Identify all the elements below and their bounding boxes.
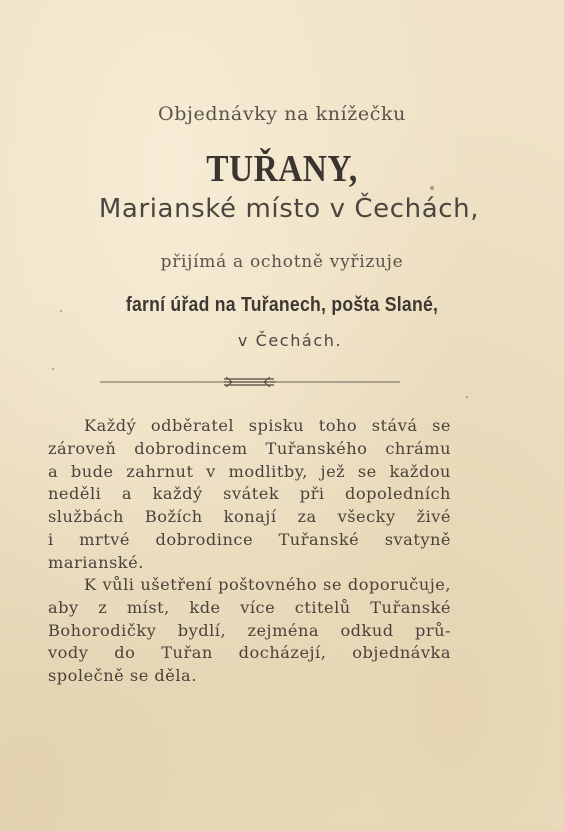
place-title: TUŘANY, (206, 148, 358, 190)
paper-speck (52, 368, 54, 370)
ornamental-divider (100, 372, 400, 392)
paragraph-line: vody do Tuřan docházejí, objednávka (48, 643, 451, 663)
paragraph-line: společně se děla. (48, 666, 197, 686)
paper-speck (60, 310, 62, 312)
paragraph-line: neděli a každý svátek při dopoledních (48, 484, 451, 504)
paragraph-line: službách Božích konají za všecky živé (48, 507, 451, 527)
paragraph-line: marianské. (48, 552, 144, 572)
paragraph-line: aby z míst, kde více ctitelů Tuřanské (48, 597, 451, 617)
paragraph-line: i mrtvé dobrodince Tuřanské svatyně (48, 529, 451, 549)
paragraph-line: zároveň dobrodincem Tuřanského chrámu (48, 438, 451, 458)
paragraph-line: K vůli ušetření poštovného se doporučuje, (84, 575, 451, 594)
donor-paragraph (48, 415, 451, 575)
postage-paragraph (48, 574, 451, 688)
paragraph-line: Bohorodičky bydlí, zejména odkud prů- (48, 620, 451, 640)
paragraph-line: Každý odběratel spisku toho stává se (84, 416, 451, 435)
order-heading: Objednávky na knížečku (158, 103, 406, 125)
paper-speck (430, 186, 434, 190)
accepts-line: přijímá a ochotně vyřizuje (160, 252, 404, 272)
parish-office-line: farní úřad na Tuřanech, pošta Slané, (125, 294, 439, 316)
paragraph-line: a bude zahrnut v modlitby, jež se každou (48, 461, 451, 481)
place-subtitle: Marianské místo v Čechách, (98, 194, 480, 224)
location-line: v Čechách. (237, 331, 343, 350)
paper-speck (466, 396, 468, 398)
